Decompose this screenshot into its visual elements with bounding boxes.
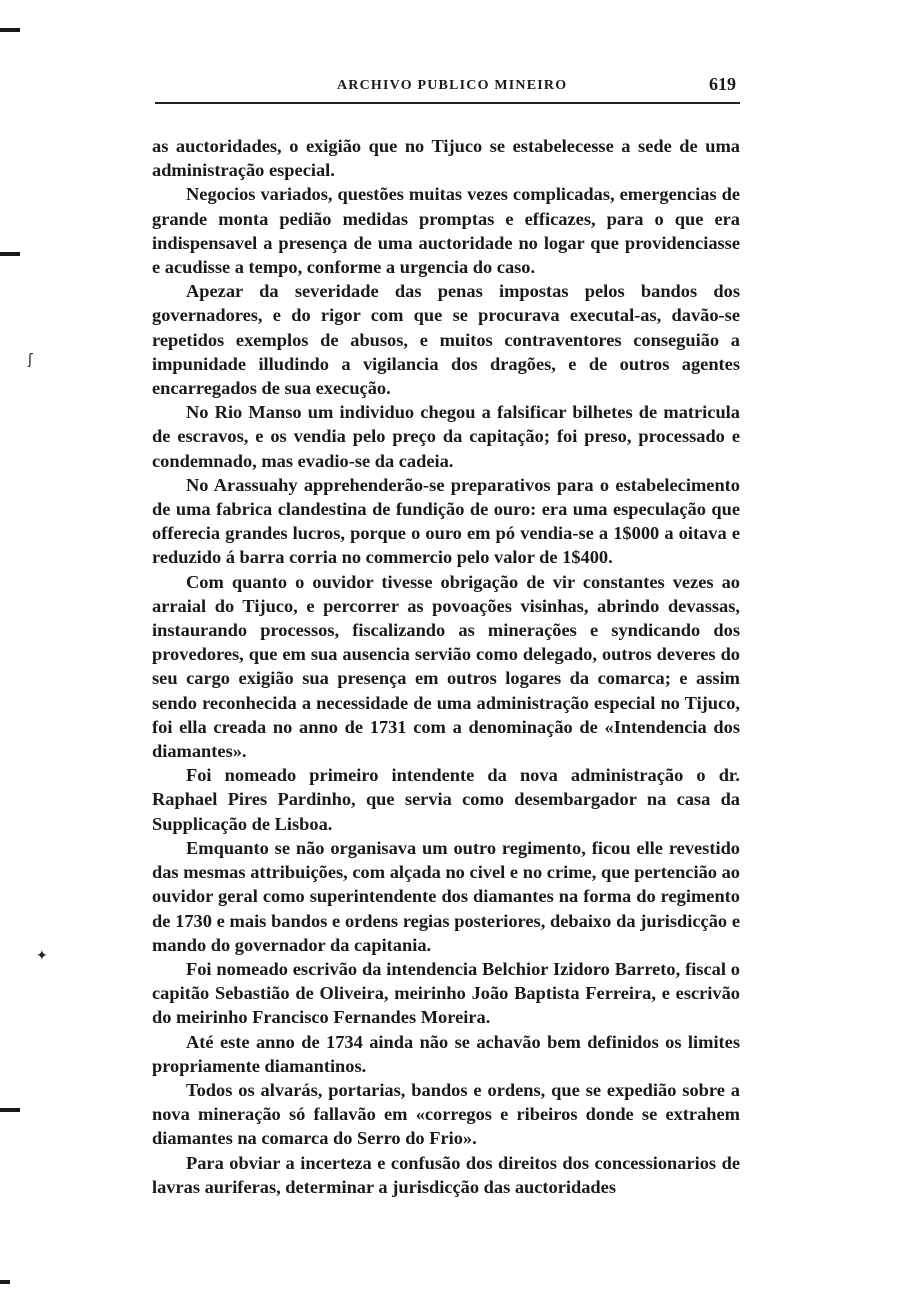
- binding-edge-mark: [0, 1280, 10, 1284]
- margin-speck: ʃ: [28, 352, 33, 368]
- binding-edge-mark: [0, 252, 20, 256]
- paragraph: as auctoridades, o exigião que no Tijuco se estabelecesse a sede de uma administração especial.: [152, 136, 740, 181]
- binding-edge-mark: [0, 28, 20, 32]
- page-header: [155, 72, 740, 106]
- paragraph: Até este anno de 1734 ainda não se achavão bem definidos os limites propriamente diamantinos.: [152, 1031, 740, 1076]
- page-number: 619: [709, 74, 736, 94]
- paragraph: Para obviar a incerteza e confusão dos direitos dos concessionarios de lavras auriferas, determinar a jurisdicção das auctoridades: [152, 1152, 740, 1197]
- paragraph: Foi nomeado primeiro intendente da nova administração o dr. Raphael Pires Pardinho, que servia como desembargador na casa da Supplicação de Lisboa.: [152, 765, 740, 834]
- paragraph: No Arassuahy apprehenderão-se preparativos para o estabelecimento de uma fabrica clandestina de fundição de ouro: era uma especulação que offerecia grandes lucros, porque o ouro em pó vendia-se a 1$000 a oitava e reduzido á barra corria no commercio pelo valor de 1$400.: [152, 474, 740, 568]
- paragraph: Com quanto o ouvidor tivesse obrigação de vir constantes vezes ao arraial do Tijuco, e percorrer as povoações visinhas, abrindo devassas, instaurando processos, fiscalizando as minerações e syndicando dos provedores, que em sua ausencia servião como delegado, outros deveres do seu cargo exigião sua presença em outros logares da comarca; e assim sendo reconhecida a necessidade de uma administração especial no Tijuco, foi ella creada no anno de 1731 com a denominação de «Intendencia dos diamantes».: [152, 571, 740, 762]
- margin-speck: ✦: [36, 948, 48, 964]
- paragraph: Foi nomeado escrivão da intendencia Belchior Izidoro Barreto, fiscal o capitão Sebastião de Oliveira, meirinho João Baptista Ferreira, e escrivão do meirinho Francisco Fernandes Moreira.: [152, 958, 740, 1028]
- running-head: ARCHIVO PUBLICO MINEIRO: [337, 78, 568, 93]
- paragraph: No Rio Manso um individuo chegou a falsificar bilhetes de matricula de escravos, e os vendia pelo preço da capitação; foi preso, processado e condemnado, mas evadio-se da cadeia.: [152, 402, 740, 471]
- paragraph: Emquanto se não organisava um outro regimento, ficou elle revestido das mesmas attribuições, com alçada no civel e no crime, que pertencião ao ouvidor geral como superintendente dos diamantes na forma do regimento de 1730 e mais bandos e ordens regias posteriores, debaixo da jurisdicção e mando do governador da capitania.: [152, 837, 740, 955]
- paragraph: Apezar da severidade das penas impostas pelos bandos dos governadores, e do rigor com que se procurava executal-as, davão-se repetidos exemplos de abusos, e muitos contraventores conseguião a impunidade illudindo a vigilancia dos dragões, e de outros agentes encarregados de sua execução.: [152, 281, 740, 399]
- paragraph: Negocios variados, questões muitas vezes complicadas, emergencias de grande monta pedião medidas promptas e efficazes, para o que era indispensavel a presença de uma auctoridade no logar que providenciasse e acudisse a tempo, conforme a urgencia do caso.: [152, 184, 740, 278]
- paragraph: Todos os alvarás, portarias, bandos e ordens, que se expedião sobre a nova mineração só fallavão em «corregos e ribeiros donde se extrahem diamantes na comarca do Serro do Frio».: [152, 1079, 740, 1149]
- body-text: [152, 134, 740, 1199]
- binding-edge-mark: [0, 1108, 20, 1112]
- header-rule: [155, 102, 740, 104]
